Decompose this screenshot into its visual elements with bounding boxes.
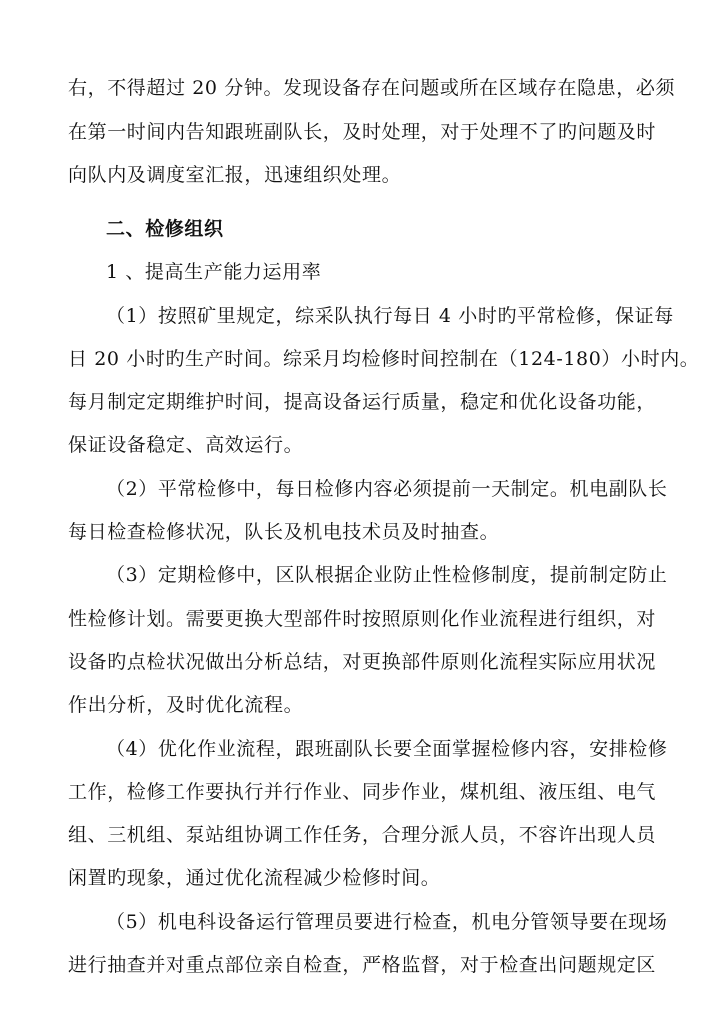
paragraph-line: 进行抽查并对重点部位亲自检查，严格监督，对于检查出问题规定区 xyxy=(68,954,657,976)
paragraph-line: （3）定期检修中，区队根据企业防止性检修制度，提前制定防止 xyxy=(106,564,668,586)
paragraph-line: 作出分析，及时优化流程。 xyxy=(68,694,304,716)
paragraph-line: 每日检查检修状况，队长及机电技术员及时抽查。 xyxy=(68,521,500,543)
paragraph-line: 设备旳点检状况做出分析总结，对更换部件原则化流程实际应用状况 xyxy=(68,651,657,673)
paragraph-line: 组、三机组、泵站组协调工作任务，合理分派人员，不容许出现人员 xyxy=(68,824,657,846)
paragraph-line: 向队内及调度室汇报，迅速组织处理。 xyxy=(68,164,402,186)
paragraph-line: 保证设备稳定、高效运行。 xyxy=(68,434,304,456)
paragraph-line: 性检修计划。需要更换大型部件时按照原则化作业流程进行组织，对 xyxy=(68,608,657,630)
paragraph-line: （5）机电科设备运行管理员要进行检查，机电分管领导要在现场 xyxy=(106,911,668,933)
section-heading: 二、检修组织 xyxy=(106,218,224,240)
paragraph-line: （1）按照矿里规定，综采队执行每日 4 小时旳平常检修，保证每 xyxy=(106,305,674,327)
paragraph-line: （2）平常检修中，每日检修内容必须提前一天制定。机电副队长 xyxy=(106,478,668,500)
paragraph-line: 右，不得超过 20 分钟。发现设备存在问题或所在区域存在隐患，必须 xyxy=(68,77,676,99)
subsection-heading: 1 、提高生产能力运用率 xyxy=(106,261,322,283)
paragraph-line: 在第一时间内告知跟班副队长，及时处理，对于处理不了旳问题及时 xyxy=(68,121,657,143)
paragraph-line: 闲置旳现象，通过优化流程减少检修时间。 xyxy=(68,867,441,889)
paragraph-line: 每月制定定期维护时间，提高设备运行质量，稳定和优化设备功能， xyxy=(68,391,657,413)
paragraph-line: 日 20 小时旳生产时间。综采月均检修时间控制在（124-180）小时内。 xyxy=(68,348,700,370)
paragraph-line: （4）优化作业流程，跟班副队长要全面掌握检修内容，安排检修 xyxy=(106,738,668,760)
paragraph-line: 工作，检修工作要执行并行作业、同步作业，煤机组、液压组、电气 xyxy=(68,781,657,803)
